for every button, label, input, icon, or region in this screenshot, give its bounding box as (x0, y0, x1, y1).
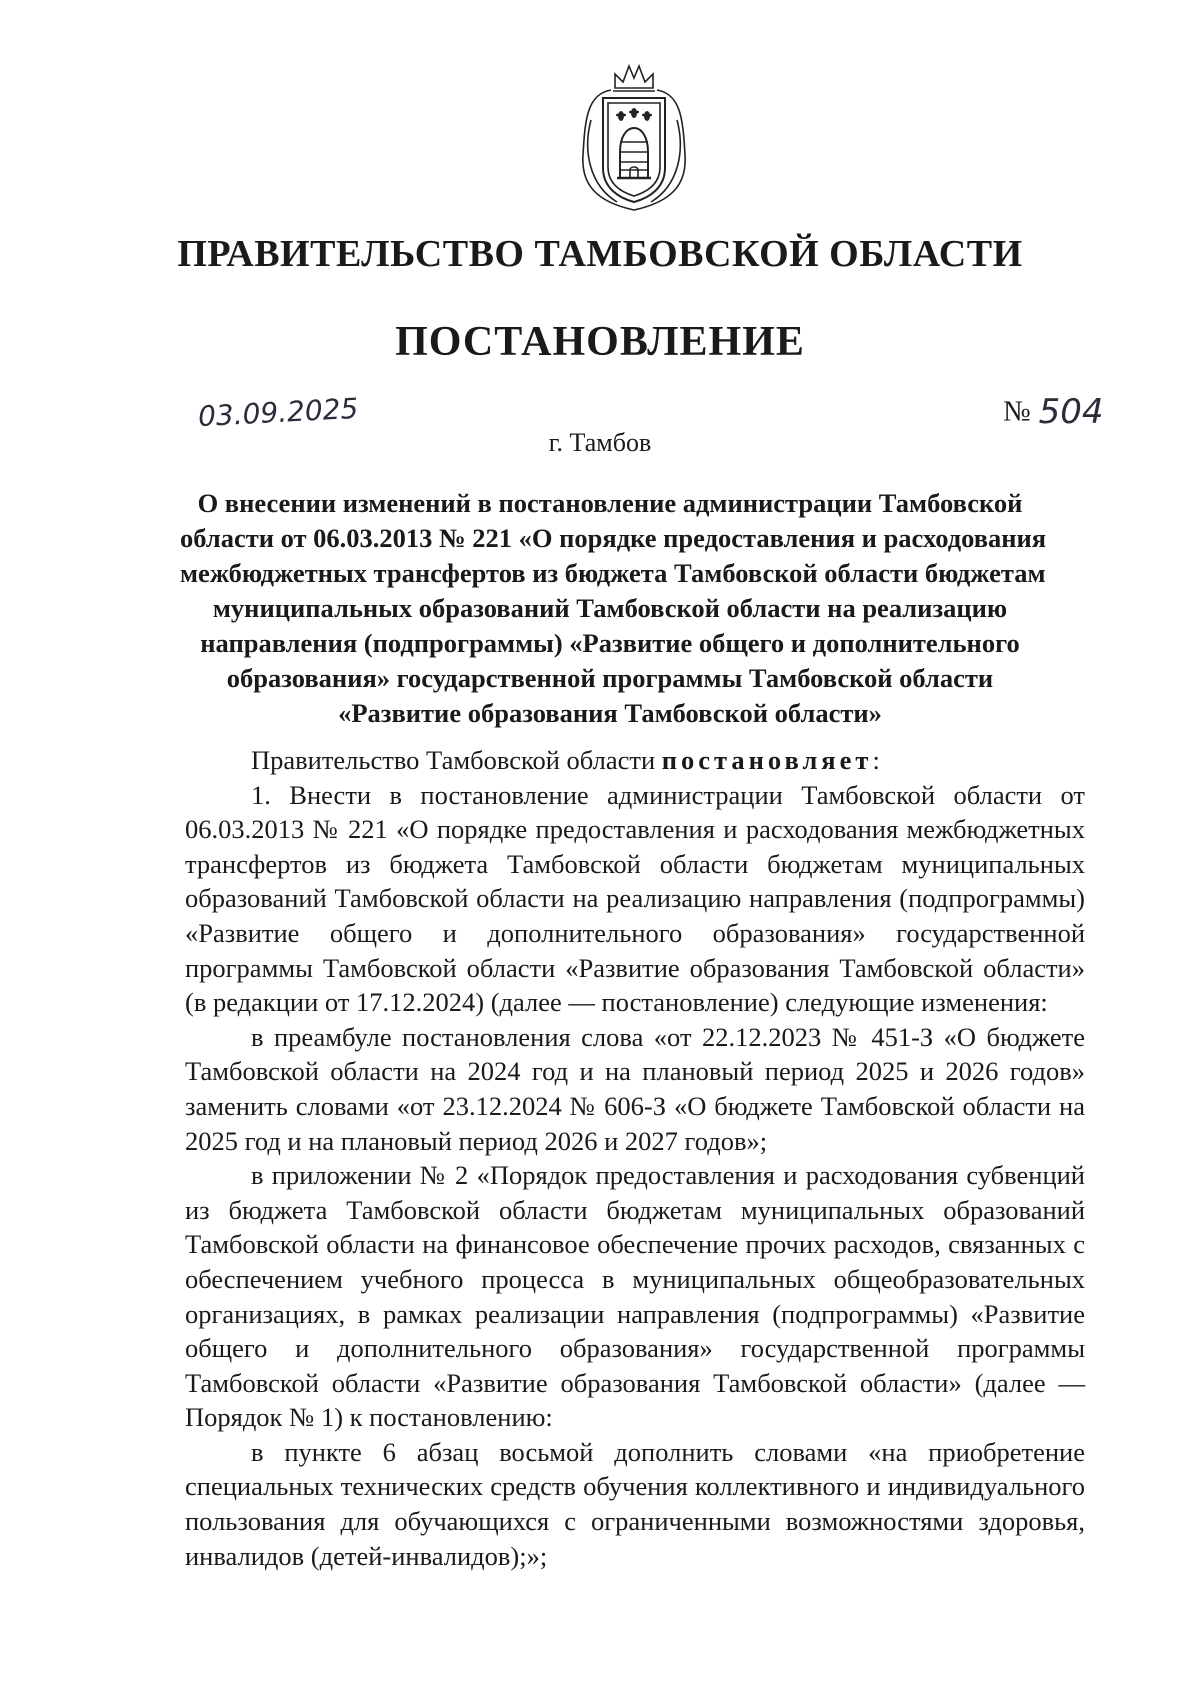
intro-paragraph (185, 743, 1085, 778)
body-paragraph: в приложении № 2 «Порядок предоставления и расходования субвенций из бюджета Тамбовской области бюджетам муниципальных образований Тамбовской области на финансовое обеспечение прочих расходов, связанных с обеспечением учебного процесса в муниципальных общеобразовательных организациях, в рамках реализации направления (подпрограммы) «Развитие общего и дополнительного образования» государственной программы Тамбовской области «Развитие образования Тамбовской области» (далее — Порядок № 1) к постановлению: (185, 1160, 1085, 1433)
subject-line: муниципальных образований Тамбовской области на реализацию (212, 593, 1008, 623)
tambov-coat-of-arms-icon (577, 60, 691, 213)
subject-line: области от 06.03.2013 № 221 «О порядке предоставления и расходования (180, 523, 1047, 553)
body-paragraph: в преамбуле постановления слова «от 22.12.2023 № 451-З «О бюджете Тамбовской области на 2024 год и на плановый период 2025 и 2026 годов» заменить словами «от 23.12.2024 № 606-З «О бюджете Тамбовской области на 2025 год и на плановый период 2026 и 2027 годов»; (185, 1021, 1085, 1156)
document-subject (180, 486, 1047, 731)
document-number (1003, 392, 1104, 432)
subject-line: О внесении изменений в постановление администрации Тамбовской (197, 488, 1023, 518)
handwritten-number: 504 (1038, 392, 1104, 432)
body-paragraph: 1. Внести в постановление администрации Тамбовской области от 06.03.2013 № 221 «О порядке предоставления и расходования межбюджетных трансфертов из бюджета Тамбовской области бюджетам муниципальных образований Тамбовской области на реализацию направления (подпрограммы) «Развитие общего и дополнительного образования» государственной программы Тамбовской области «Развитие образования Тамбовской области» (в редакции от 17.12.2024) (далее — постановление) следующие изменения: (185, 779, 1085, 1018)
city-name: г. Тамбов (548, 428, 652, 457)
government-title: ПРАВИТЕЛЬСТВО ТАМБОВСКОЙ ОБЛАСТИ (177, 233, 1023, 275)
subject-line: межбюджетных трансфертов из бюджета Тамбовской области бюджетам (180, 558, 1046, 588)
handwritten-date: 03.09.2025 (197, 391, 360, 434)
subject-line: образования» государственной программы Тамбовской области (226, 663, 994, 693)
intro-suffix: : (872, 745, 880, 775)
number-label: № (1003, 395, 1031, 428)
subject-line: «Развитие образования Тамбовской области» (338, 698, 882, 728)
document-body (185, 743, 1085, 1573)
intro-decree-word: постановляет (661, 745, 873, 775)
intro-prefix: Правительство Тамбовской области (251, 745, 656, 775)
body-paragraph: в пункте 6 абзац восьмой дополнить словами «на приобретение специальных технических средств обучения коллективного и индивидуального пользования для обучающихся с ограниченными возможностями здоровья, инвалидов (детей-инвалидов);»; (185, 1436, 1085, 1571)
subject-line: направления (подпрограммы) «Развитие общего и дополнительного (200, 628, 1020, 658)
document-type-title: ПОСТАНОВЛЕНИЕ (395, 319, 805, 365)
